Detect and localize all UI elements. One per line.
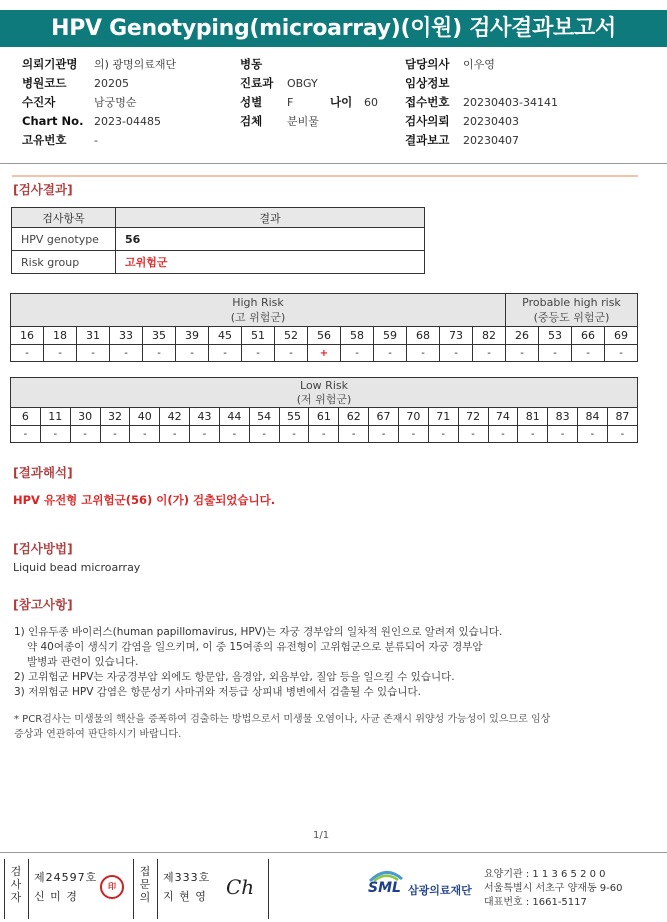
examiner-label — [7, 865, 25, 904]
genotype-result: - — [249, 426, 279, 443]
genotype-number: 69 — [605, 327, 638, 345]
note-line: 약 40여종이 생식기 감염을 일으키며, 이 중 15여종의 유전형이 고위험군으로 분류되어 자궁 경부암 — [27, 641, 483, 653]
genotype-number: 87 — [607, 408, 637, 426]
section-notes-title: [참고사항] — [13, 597, 73, 612]
genotype-result: - — [209, 345, 242, 362]
genotype-number: 66 — [572, 327, 605, 345]
footer-border — [157, 859, 158, 919]
high-risk-label: High Risk — [232, 296, 284, 309]
header-divider — [0, 163, 667, 164]
info-value: 20230407 — [463, 134, 519, 147]
info-value: 의) 광명의료재단 — [94, 58, 177, 71]
genotype-number: 51 — [242, 327, 275, 345]
pcr-footnote — [14, 712, 644, 742]
notes-list — [14, 625, 644, 700]
label-char: 자 — [10, 891, 22, 904]
org-info — [484, 868, 623, 910]
genotype-number: 30 — [70, 408, 100, 426]
genotype-number: 74 — [488, 408, 518, 426]
genotype-number: 73 — [440, 327, 473, 345]
label-char: 접 — [139, 865, 151, 878]
patient-info-col1 — [22, 55, 176, 150]
genotype-number: 82 — [473, 327, 506, 345]
genotype-result: - — [607, 426, 637, 443]
age-value: 60 — [364, 96, 378, 109]
high-risk-sublabel: (고 위험군) — [230, 311, 286, 324]
row-result: 56 — [116, 228, 425, 251]
table-row — [12, 251, 425, 274]
genotype-result: - — [130, 426, 160, 443]
genotype-number: 6 — [11, 408, 41, 426]
low-risk-table — [10, 377, 638, 443]
label-char: 검 — [10, 865, 22, 878]
logo-text: SML — [368, 880, 401, 896]
section-method-title: [검사방법] — [13, 541, 73, 556]
genotype-result: - — [219, 426, 249, 443]
genotype-result: - — [407, 345, 440, 362]
reviewer-label — [136, 865, 154, 904]
genotype-number: 71 — [428, 408, 458, 426]
info-value: 분비물 — [287, 115, 319, 128]
genotype-result: - — [539, 345, 572, 362]
genotype-number: 56 — [308, 327, 341, 345]
genotype-result: - — [44, 345, 77, 362]
genotype-result: - — [578, 426, 608, 443]
genotype-result: - — [488, 426, 518, 443]
report-footer — [0, 852, 667, 922]
genotype-result: - — [176, 345, 209, 362]
info-label: 임상정보 — [405, 76, 450, 90]
genotype-result: + — [308, 345, 341, 362]
genotype-number: 31 — [77, 327, 110, 345]
section-interpretation-title: [결과해석] — [13, 465, 73, 480]
low-risk-sublabel: (저 위험군) — [296, 392, 352, 406]
label-char: 의 — [139, 891, 151, 904]
genotype-result: - — [369, 426, 399, 443]
probable-risk-sublabel: (중등도 위험군) — [533, 311, 610, 324]
info-value: OBGY — [287, 77, 318, 90]
high-risk-table — [10, 293, 638, 362]
info-label: 병동 — [240, 57, 263, 71]
info-value: 20230403-34141 — [463, 96, 558, 109]
genotype-number: 67 — [369, 408, 399, 426]
genotype-result: - — [279, 426, 309, 443]
info-label: 성별 — [240, 95, 263, 109]
label-char: 사 — [10, 878, 22, 891]
info-label: 고유번호 — [22, 133, 67, 147]
info-label: 담당의사 — [405, 57, 450, 71]
genotype-number: 59 — [374, 327, 407, 345]
info-label: 진료과 — [240, 76, 274, 90]
note-line: 발병과 관련이 있습니다. — [27, 656, 139, 668]
genotype-result: - — [100, 426, 130, 443]
reviewer-number: 제333호 — [163, 871, 211, 884]
genotype-number: 58 — [341, 327, 374, 345]
low-risk-label: Low Risk — [300, 378, 348, 392]
interpretation-text: HPV 유전형 고위험군(56) 이(가) 검출되었습니다. — [13, 493, 276, 507]
section-result-title: [검사결과] — [13, 182, 73, 197]
footer-border — [28, 859, 29, 919]
info-value: 이우영 — [463, 58, 495, 71]
genotype-number: 18 — [44, 327, 77, 345]
genotype-number: 16 — [11, 327, 44, 345]
info-label: 검체 — [240, 114, 263, 128]
footnote-line: 증상과 연관하여 판단하시기 바랍니다. — [14, 729, 182, 740]
genotype-result: - — [275, 345, 308, 362]
genotype-number: 44 — [219, 408, 249, 426]
genotype-number: 61 — [309, 408, 339, 426]
genotype-number: 11 — [40, 408, 70, 426]
org-address: 서울특별시 서초구 양재동 9-60 — [484, 883, 623, 894]
info-value: 2023-04485 — [94, 115, 161, 128]
info-label: 병원코드 — [22, 76, 67, 90]
examiner-seal: 印 — [100, 875, 124, 899]
age-label: 나이 — [330, 95, 353, 109]
genotype-result: - — [190, 426, 220, 443]
patient-info-col2 — [240, 55, 378, 131]
genotype-number: 54 — [249, 408, 279, 426]
genotype-number: 68 — [407, 327, 440, 345]
genotype-number: 70 — [398, 408, 428, 426]
row-item: Risk group — [12, 251, 116, 274]
genotype-number: 35 — [143, 327, 176, 345]
patient-info-col3 — [405, 55, 558, 150]
genotype-result: - — [77, 345, 110, 362]
genotype-result: - — [458, 426, 488, 443]
probable-risk-label: Probable high risk — [522, 296, 621, 309]
genotype-number: 52 — [275, 327, 308, 345]
genotype-result: - — [341, 345, 374, 362]
genotype-result: - — [309, 426, 339, 443]
info-label: 의뢰기관명 — [22, 57, 78, 71]
genotype-result: - — [374, 345, 407, 362]
page-number: 1/1 — [313, 830, 330, 841]
note-line: 2) 고위험군 HPV는 자궁경부암 외에도 항문암, 음경암, 외음부암, 질암 등을 일으킬 수 있습니다. — [14, 671, 455, 683]
report-title: HPV Genotyping(microarray)(이원) 검사결과보고서 — [0, 10, 667, 47]
genotype-number: 62 — [339, 408, 369, 426]
result-table — [11, 207, 425, 274]
genotype-number: 43 — [190, 408, 220, 426]
genotype-number: 83 — [548, 408, 578, 426]
genotype-number: 84 — [578, 408, 608, 426]
note-line: 3) 저위험군 HPV 감염은 항문성기 사마귀와 저등급 상피내 병변에서 검출될 수 있습니다. — [14, 686, 421, 698]
genotype-result: - — [40, 426, 70, 443]
info-value: 남궁명순 — [94, 96, 137, 109]
genotype-number: 72 — [458, 408, 488, 426]
genotype-result: - — [548, 426, 578, 443]
reviewer-signature: Ch — [226, 875, 255, 899]
genotype-result: - — [110, 345, 143, 362]
info-label: 접수번호 — [405, 95, 450, 109]
genotype-result: - — [398, 426, 428, 443]
genotype-number: 55 — [279, 408, 309, 426]
genotype-result: - — [11, 345, 44, 362]
table-row — [12, 228, 425, 251]
row-item: HPV genotype — [12, 228, 116, 251]
genotype-number: 26 — [506, 327, 539, 345]
examiner-name: 신 미 경 — [34, 890, 78, 903]
genotype-number: 45 — [209, 327, 242, 345]
genotype-result: - — [70, 426, 100, 443]
genotype-result: - — [506, 345, 539, 362]
genotype-result: - — [143, 345, 176, 362]
genotype-result: - — [572, 345, 605, 362]
method-text: Liquid bead microarray — [13, 561, 141, 574]
footnote-line: * PCR검사는 미생물의 핵산을 증폭하여 검출하는 방법으로서 미생물 오염이나, 사균 존재시 위양성 가능성이 있으므로 임상 — [14, 714, 551, 725]
high-risk-group — [11, 294, 506, 327]
footer-border — [4, 859, 5, 919]
info-label: 결과보고 — [405, 133, 450, 147]
reviewer-name: 지 현 영 — [163, 890, 207, 903]
genotype-result: - — [11, 426, 41, 443]
label-char: 문 — [139, 878, 151, 891]
header-item: 검사항목 — [12, 208, 116, 228]
genotype-result: - — [428, 426, 458, 443]
info-label: 수진자 — [22, 95, 56, 109]
genotype-number: 53 — [539, 327, 572, 345]
info-label: 검사의뢰 — [405, 114, 450, 128]
genotype-number: 42 — [160, 408, 190, 426]
genotype-number: 40 — [130, 408, 160, 426]
low-risk-group — [11, 378, 638, 408]
genotype-result: - — [605, 345, 638, 362]
genotype-result: - — [160, 426, 190, 443]
genotype-result: - — [473, 345, 506, 362]
footer-border — [133, 859, 134, 919]
genotype-result: - — [242, 345, 275, 362]
probable-risk-group — [506, 294, 638, 327]
genotype-result: - — [339, 426, 369, 443]
row-result: 고위험군 — [116, 251, 425, 274]
genotype-number: 33 — [110, 327, 143, 345]
info-value: 20205 — [94, 77, 129, 90]
section-rule — [12, 175, 638, 177]
genotype-result: - — [440, 345, 473, 362]
genotype-number: 39 — [176, 327, 209, 345]
org-name: 삼광의료재단 — [408, 884, 472, 897]
footer-border — [268, 859, 269, 919]
org-code: 요양기관 : 1 1 3 6 5 2 0 0 — [484, 869, 606, 880]
genotype-number: 32 — [100, 408, 130, 426]
genotype-number: 81 — [518, 408, 548, 426]
note-line: 1) 인유두종 바이러스(human papillomavirus, HPV)는 자궁 경부암의 일차적 원인으로 알려져 있습니다. — [14, 626, 503, 638]
genotype-result: - — [518, 426, 548, 443]
info-label: Chart No. — [22, 114, 84, 128]
info-value: F — [287, 96, 294, 109]
header-result: 결과 — [116, 208, 425, 228]
info-value: - — [94, 134, 98, 147]
examiner-number: 제24597호 — [34, 871, 98, 884]
info-value: 20230403 — [463, 115, 519, 128]
org-phone: 대표번호 : 1661-5117 — [484, 897, 587, 908]
